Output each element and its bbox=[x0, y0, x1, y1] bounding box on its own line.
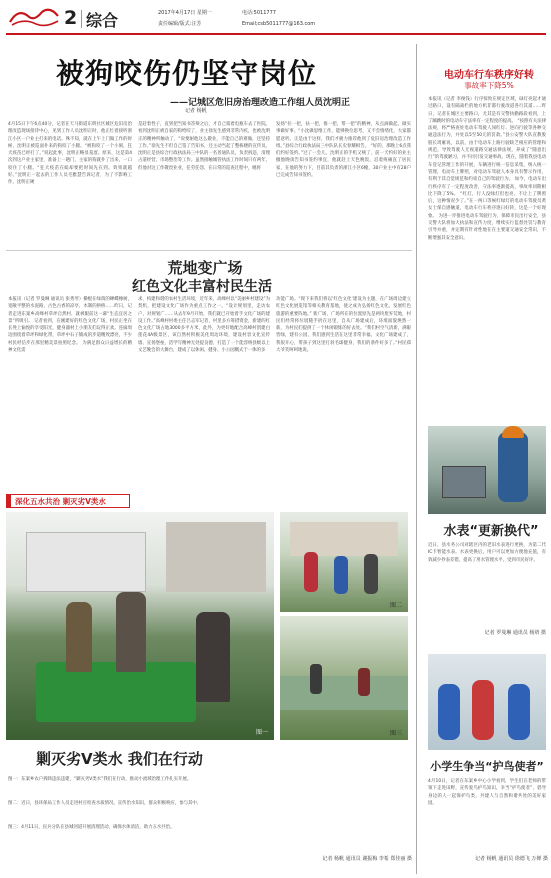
middle-rule bbox=[6, 250, 412, 251]
editors: 责任编辑/版式:汪芳 bbox=[158, 21, 202, 27]
photo-building bbox=[26, 532, 146, 592]
bird-body: 4月10日，记者在东案乡中心小学看到，学生们在老师的带领下走进田野，宣传爱鸟护鸟知识，争当“护鸟使者”，倡导身边的人一起保护鸟类，共建人与自然和谐共处的美好家园。 bbox=[428, 779, 546, 806]
column-divider bbox=[416, 44, 417, 874]
page-number: 2 bbox=[64, 7, 78, 29]
photo-worker-1 bbox=[116, 592, 146, 672]
photo-student-2 bbox=[472, 680, 494, 740]
paper-logo-icon bbox=[6, 6, 62, 28]
photo-figure-1 bbox=[6, 512, 274, 740]
fig1-label: 图一 bbox=[255, 729, 268, 736]
special-caption-3: 图三：4月11日，民兵分队在县城河道开展清理活动，确保水体清洁，助力五水共治。 bbox=[8, 825, 175, 830]
section-name: 综合 bbox=[86, 11, 119, 30]
photo-meter-helmet bbox=[502, 426, 524, 438]
masthead-rule bbox=[6, 33, 546, 35]
lead-column-1: 4月15日下午6点40分，记者在天马街道东明社区城区危旧房治理改造现场接待中心，见到工作人员沈明正时，他正忙着接听浙江小区一户业主打来的电话。殊不知，就在上午上门做工作的时候，沈明正被巡面扑来的狗咬了小腿。“被狗咬了一个小洞，狂犬疫苗已经打了。”说起此事，沈明正略显羞涩。原来，这是第4次到这户业主家里，准备上一趟门，主家的狗就扑了出来，一口咬住了小腿。“狂犬疫苗在縂却要把时间先在到。效果就越好。”沈明正一起去的工作人员毛雅慧告诉记者，为了不影响工作，沈明正硬 bbox=[8, 122, 132, 186]
special-banner-marker bbox=[7, 495, 11, 507]
email: Email;csb5011777@163.com bbox=[242, 21, 316, 27]
photo-worker-3 bbox=[66, 602, 92, 672]
photo-fig3-person-1 bbox=[310, 664, 322, 694]
masthead-separator bbox=[81, 10, 82, 28]
photo-meter-box bbox=[442, 466, 486, 498]
special-banner-box bbox=[6, 494, 130, 508]
paper-logo bbox=[6, 6, 62, 28]
photo-fig2-person-1 bbox=[304, 552, 318, 592]
photo-fig2-person-2 bbox=[334, 556, 348, 594]
photo-fig2-shed bbox=[290, 522, 398, 556]
special-caption-1: 图一：东案乡农户拆除违法违建，“剿灭劣V类水”我们在行动，推动小流域治理工作扎实开展。 bbox=[8, 777, 192, 782]
photo-fig3-person-2 bbox=[358, 668, 370, 696]
photo-fig2-person-3 bbox=[364, 554, 378, 594]
special-banner: 深化五水共治 剿灭劣V类水 bbox=[15, 497, 106, 506]
photo-student-3 bbox=[508, 684, 530, 740]
photo-figure-3 bbox=[280, 616, 408, 740]
photo-water-meter bbox=[428, 426, 546, 514]
photo-building-roof bbox=[166, 522, 266, 592]
bird-byline: 记者 杨帆 通讯员 徐德飞 万婵 摄 bbox=[475, 856, 548, 862]
fig3-label: 图三 bbox=[389, 730, 402, 737]
special-caption-2: 图二：近日，县环保局工作人员走进村庄检查水质情况，宣传治水知识，群众积极响应，参与其中。 bbox=[8, 801, 202, 806]
middle-column-3: 功能广场。“现下来我们将以‘红色文化’建设为主题，在广场周边建立红色文化展览馆等相关教育基地，使之成为弘扬红色文化、发展红色旅游的重要阵地。” 新广场，广场所在的位置原先是两块废弃荒地，村民们经常将垃圾随手扔在这里，自从广场建成后，环境面貌焕然一新，为村民们提供了一个休闲锻炼的好去处。“我们村空气清新，满眼皆绿，建有公园，我们感到生活在这里非常幸福。文化广场建成了，我很开心，带孩子到这里打羽毛球健身，我们的条件好多了。”村民郑大爷笑呵呵地说。 bbox=[276, 297, 411, 354]
photo-student-1 bbox=[438, 684, 460, 740]
lead-column-3: 发扬“拉一把，扶一把，推一把，帮一把”的精神，从点滴做起，做实事做好事。“小沈做思维工作，能够换位思考，又不会情绪化，大家都愿意听。正是由于这样，我们才极力推荐他到了危旧房治理改造工作组。”县综合行政执法局三中队队长史春耀相告。 “好的，那晚上6点我们约好签约。”过了一会儿，沈明正的手机又响了，前一天约好的业主撤他晚谈告知书签约事宜，他就赶上天色晚饭，忍着疼痛直了居民家，在他的努力下，目前其负责的浙江小区6幢，30户业主中有28户已完成告知书签约。 bbox=[276, 122, 411, 179]
sidebar-subheadline: 事故率下降5% bbox=[464, 81, 514, 90]
water-meter-body: 近日，县水务公司对辖区内的老旧水表进行更换，为第二代IC卡智能水表。水表更换后，用户可以更加方便地充值，有效减少抄表差错，提高了用水管理水平，受到市民好评。 bbox=[428, 543, 546, 563]
masthead bbox=[0, 0, 551, 38]
photo-worker-2 bbox=[196, 612, 230, 702]
middle-headline-1: 荒地变广场 bbox=[167, 259, 243, 277]
fig2-label: 图二 bbox=[389, 602, 402, 609]
sidebar-headline: 电动车行车秩序好转 bbox=[444, 70, 534, 81]
water-meter-byline: 记者 罗曼琳 通讯员 杨靖 摄 bbox=[484, 630, 546, 636]
lead-byline: 记者 杨帆 bbox=[185, 108, 207, 114]
photo-figure-2 bbox=[280, 512, 408, 612]
special-headline: 剿灭劣V类水 我们在行动 bbox=[36, 750, 203, 768]
issue-date: 2017年4月17日 星期一 bbox=[158, 10, 212, 16]
lead-subheadline: ——记城区危旧房治理改造工作组人员沈明正 bbox=[170, 98, 351, 108]
photo-fig3-water bbox=[280, 676, 408, 710]
middle-column-1: 本报讯（记者 罗曼琳 通讯员 张秀琴）操棍在绿荫的蝉蝶橡树，宽敞平整的水泥路，古色古香的凉亭，木制的拱桥……昨日，记者走进东案乡高峰村草坪自然村，就被眼前这一幕“生态宜居之景”所吸引。 记者看到，在刚建好的红色文化广场，村民正坐在长凳上愉悦的享受阳光，健身器材上小朋友们玩得正欢。连廊周边围绕着草坪和绿化带，草坪中石子铺成的步道精致漂亮，不少村民经信步在那里精美景拍照纪念。 为满足群众日益增长的精神文化需 bbox=[8, 297, 132, 354]
middle-headline-2: 红色文化丰富村民生活 bbox=[132, 279, 272, 295]
special-byline: 记者 杨帆 通讯员 谢振梅 李希 郑佳丽 摄 bbox=[322, 856, 412, 862]
sidebar-body: 本报讯（记者 李俊钱）行序惊致在规定区域，碌灯亮起才通过路口，设有隔离栏的地方机非都行驶改道各行其道……昨日，记者在城区主要路口，尤其是有交警执勤路段看到，上了蹦跳时的电动车守法率有一定程度的提高。 “按照有关法律法规，将严格查处电动车驾驶人闯红灯、逆向行驶等各种交通违法行为，并处以5至50元的罚款。”县公安警大队宣教股股长周雁说，以前，由于电动车上路行驶缺乏相应的管理和规范，导致驾驶人无视道路交通法律法规，养成了“随意出行”的驾驶陋习，并不同引发交通事故。现在，随着我县电动车登记管理工作的开展，车辆进行统一信息采集，纳入统一管理，电动车上牌照，对电动车驾驶人本身具有警示作用，有利于其自觉规范和约束自己的驾驶行为。 如今，电动车出行秩序有了一定程度改善，守法率逐渐提高，事故率同期相比下降了5%。 “红灯，行人没绿灯但也亮，不让上了牌照后，这种情况少了。”在一两口等候红绿灯的电动车驾驶员黄女士保自感触道，电动车行车秩序逐日好转，这是一个好现象。 为进一步推进电动车驾驶行为，保障市民出行安全，县交警大队将加大执法和宣传力度，继续实行监督处罚与教育引导并重，并定期有针对性地在在主要道交通安全常识，不断增强其安全意识。 bbox=[428, 97, 546, 241]
photo-meter-worker bbox=[498, 432, 528, 502]
water-meter-headline: 水表“更新换代” bbox=[443, 524, 539, 539]
middle-column-2: 求，构建和谐的农村生活环境，近年来，高峰村以“美丽乡村建设”为契机，把建设文化广场作为重点工作之一。“设计规划里，走访农户，对规划广……从去年9月开始，我们就已开始着手文化广场的建设工作。”高峰村村委主任吕志军记者，村里多方筹措资金，新建的红色文化广场占地3000多平方米，此外，为更好地配合高峰村创建白莲花4A级景区，该自然村积极美化周边环境，建设村容文化宣传墙、宣扬堡垒，活学写精神无处提良德，打造了一个能容纳县级以上文艺晚会的大舞台，建成了以休闲、健身、小公园概式于一体的多 bbox=[138, 297, 270, 354]
phone: 电话:5011777 bbox=[242, 10, 276, 16]
lead-headline: 被狗咬伤仍坚守岗位 bbox=[56, 57, 318, 90]
lead-column-2: 是赶着性子，直到把当知书答辩之后，才自己骑着电瓶车去了医院。 看到沈明正被自家的狗给咬了，业主徐先生感到非常内疚，也被沈明正的精神所触动了，“说要耐他这么敬业，不能自己的难做，还坚持工作。”徐先生不但自己签了告知书，还主动当起了整栋楼的宣传员。 沈明正是县综合行政执法局三中队的一名普通队员，负责拆违，清理占道经营，市场整治等工作。虽然接触城管执法工作时间只有两年，但他对这工作敬畏业业，任劳任怨，在日常的巡查过程中，她将 bbox=[138, 122, 270, 171]
bird-headline: 小学生争当“护鸟使者” bbox=[430, 760, 544, 773]
photo-students bbox=[428, 654, 546, 750]
